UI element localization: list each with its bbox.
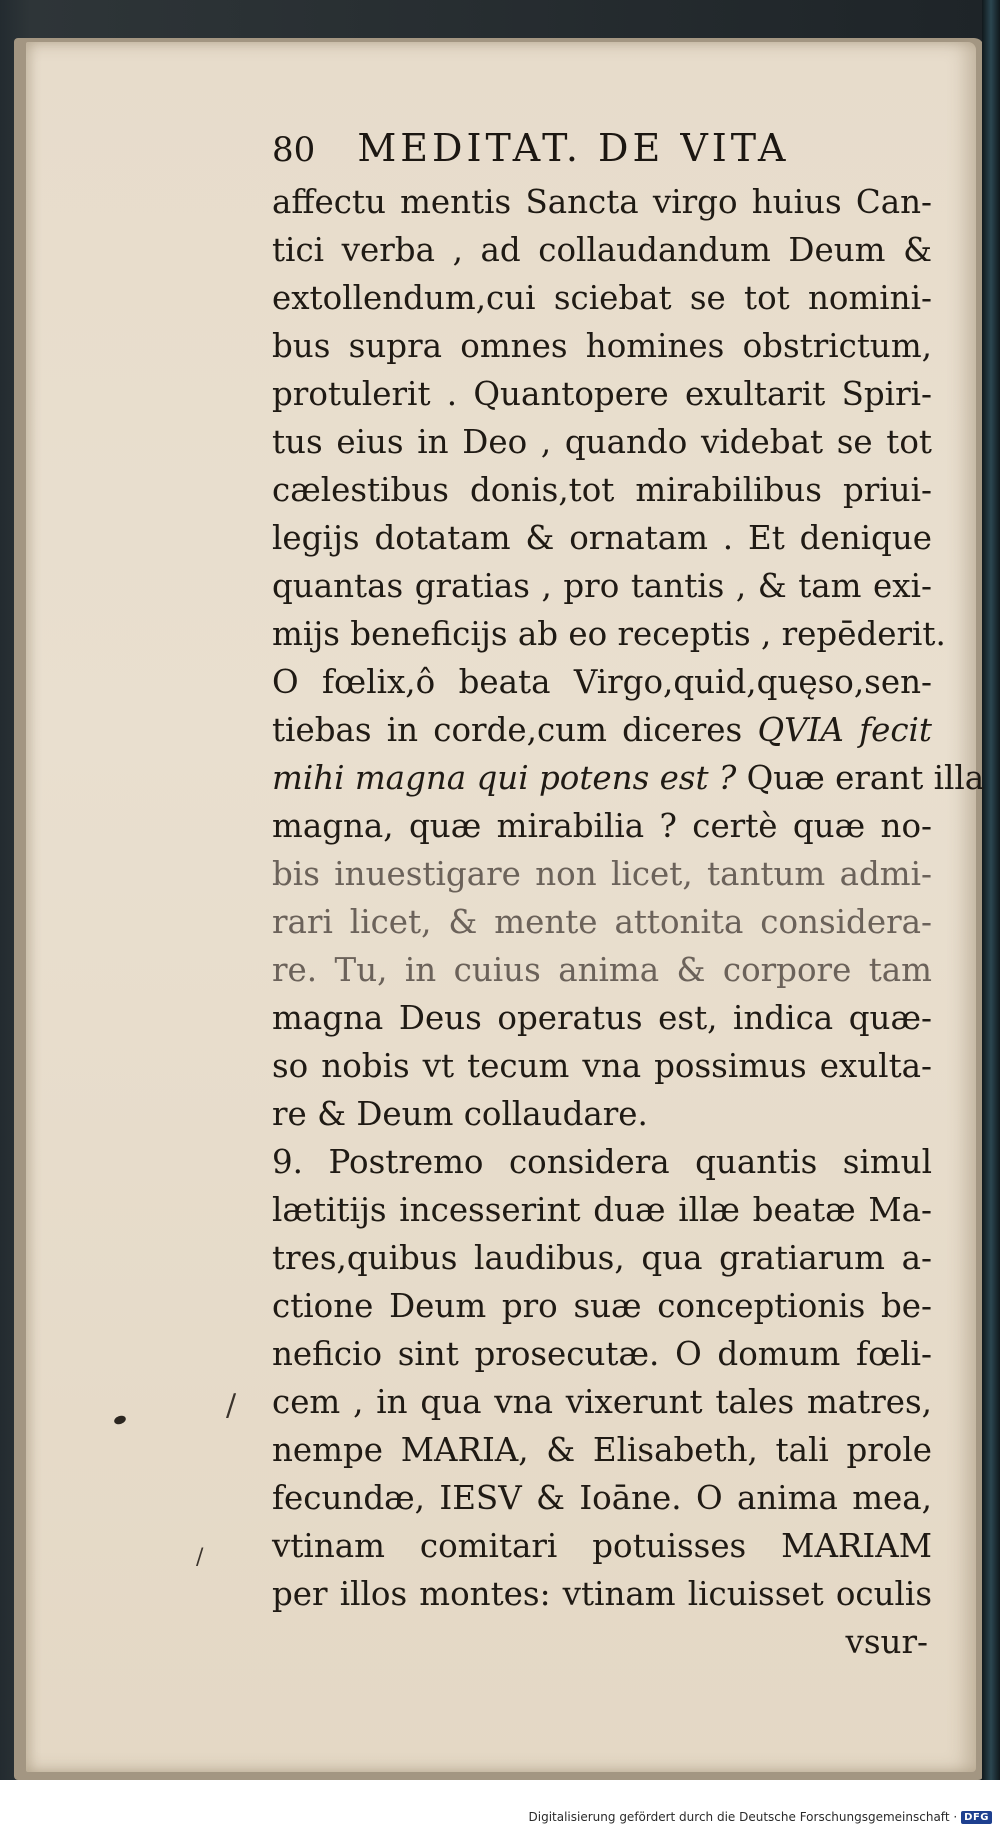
body-text [272, 178, 985, 1666]
footer-bar [0, 1780, 1000, 1828]
text-line: cælestibus donis,tot mirabilibus priui- [272, 471, 932, 509]
dfg-logo: DFG [961, 1811, 992, 1824]
text-line: lætitijs incesserint duæ illæ beatæ Ma- [272, 1191, 932, 1229]
credit-text: Digitalisierung gefördert durch die Deutsche Forschungsgemeinschaft · [528, 1810, 958, 1824]
text-line: magna Deus operatus est, indica quæ- [272, 999, 932, 1037]
text-line: mijs beneficijs ab eo receptis , repēderit. [272, 615, 946, 653]
text-line: nempe MARIA, & Elisabeth, tali prole [272, 1431, 932, 1469]
text-line: fecundæ, IESV & Ioāne. O anima mea, [272, 1479, 932, 1517]
text-line: legijs dotatam & ornatam . Et denique [272, 519, 932, 557]
text-line: re. Tu, in cuius anima & corpore tam [272, 951, 932, 989]
text-line: affectu mentis Sancta virgo huius Can- [272, 183, 932, 221]
text-line: neficio sint prosecutæ. O domum fœli- [272, 1335, 932, 1373]
margin-stroke: / [226, 1388, 237, 1423]
text-line: cem , in qua vna vixerunt tales matres, [272, 1383, 932, 1421]
text-line: bis inuestigare non licet, tantum admi- [272, 855, 932, 893]
text-line: rari licet, & mente attonita considera- [272, 903, 932, 941]
text-line: vtinam comitari potuisses MARIAM [272, 1527, 932, 1565]
margin-stroke: / [196, 1545, 204, 1570]
text-line: ctione Deum pro suæ conceptionis be- [272, 1287, 932, 1325]
text-line: per illos montes: vtinam licuisset oculis [272, 1575, 932, 1613]
page-number: 80 [272, 130, 316, 170]
text-line: tres,quibus laudibus, qua gratiarum a- [272, 1239, 932, 1277]
book-binding [982, 0, 1000, 1780]
text-line: re & Deum collaudare. [272, 1095, 648, 1133]
text-line: protulerit . Quantopere exultarit Spiri- [272, 375, 932, 413]
running-head-title: MEDITAT. DE VITA [357, 126, 790, 170]
catchword: vsur- [845, 1623, 928, 1661]
text-line: O fœlix,ô beata Virgo,quid,quęso,sen- [272, 663, 932, 701]
text-line: so nobis vt tecum vna possimus exulta- [272, 1047, 932, 1085]
text-line: tici verba , ad collaudandum Deum & [272, 231, 932, 269]
text-line: bus supra omnes homines obstrictum, [272, 327, 932, 365]
text-line-with-quote [272, 754, 985, 802]
text-line: quantas gratias , pro tantis , & tam exi- [272, 567, 932, 605]
text-line-with-quote [272, 706, 932, 754]
running-header [272, 126, 862, 176]
text-segment: Quæ erant illa [746, 759, 985, 797]
text-line: extollendum,cui sciebat se tot nomini- [272, 279, 932, 317]
italic-quote-start: QVIA fecit [757, 711, 932, 749]
funding-credit [529, 1810, 992, 1824]
text-segment: tiebas in corde,cum diceres [272, 711, 743, 749]
text-line: magna, quæ mirabilia ? certè quæ no- [272, 807, 932, 845]
paragraph-start-line: 9. Postremo considera quantis simul [272, 1143, 932, 1181]
text-line: tus eius in Deo , quando videbat se tot [272, 423, 932, 461]
italic-quote-end: mihi magna qui potens est ? [272, 759, 737, 797]
